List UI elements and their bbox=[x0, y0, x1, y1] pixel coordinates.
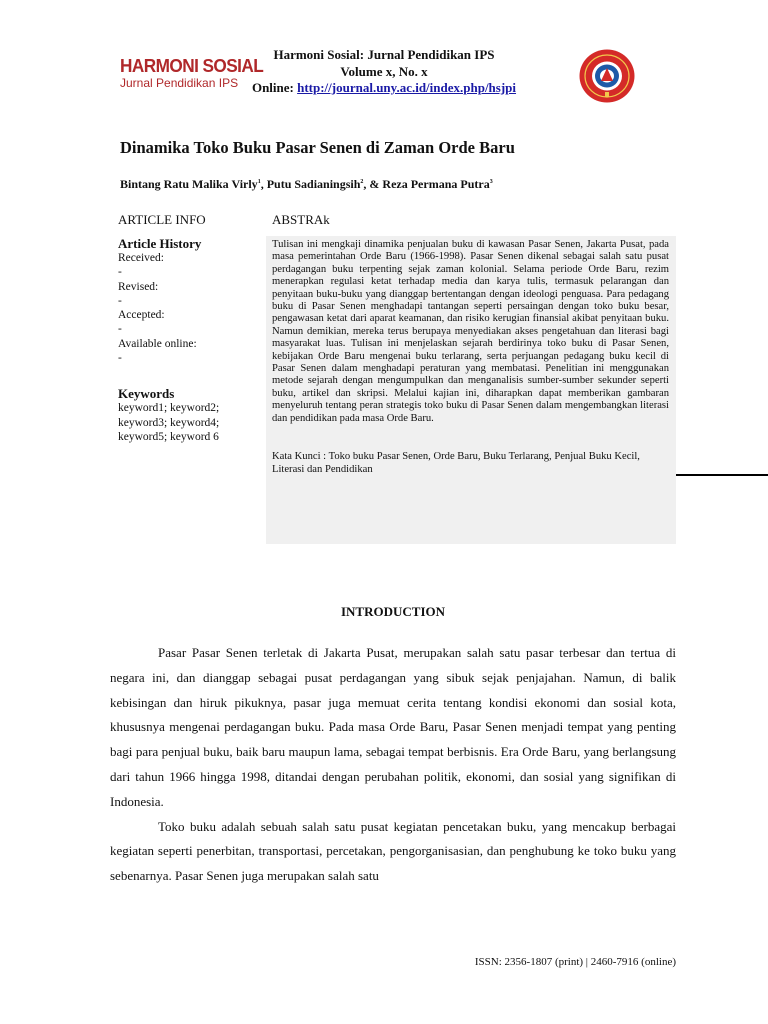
journal-online bbox=[234, 80, 534, 97]
keywords-line: keyword5; keyword 6 bbox=[118, 430, 219, 443]
history-accepted-label: Accepted: bbox=[118, 309, 165, 322]
keywords-block bbox=[118, 386, 260, 444]
history-online-label: Available online: bbox=[118, 337, 197, 350]
issn-footer: ISSN: 2356-1807 (print) | 2460-7916 (online) bbox=[474, 956, 676, 968]
keywords-heading: Keywords bbox=[118, 386, 175, 402]
author-list bbox=[120, 177, 493, 192]
introduction-heading: INTRODUCTION bbox=[340, 604, 445, 619]
author-affiliation-mark: 1 bbox=[257, 179, 261, 185]
university-seal-icon bbox=[578, 48, 636, 104]
journal-url-link[interactable]: http://journal.uny.ac.id/index.php/hsjpi bbox=[297, 80, 517, 95]
article-title: Dinamika Toko Buku Pasar Senen di Zaman Orde Baru bbox=[120, 138, 515, 157]
introduction-body bbox=[110, 641, 676, 889]
horizontal-rule bbox=[676, 474, 768, 476]
keywords-line: keyword1; keyword2; bbox=[118, 402, 220, 415]
author-name: Putu Sadianingsih bbox=[266, 177, 361, 191]
keywords-line: keyword3; keyword4; bbox=[118, 416, 220, 429]
introduction-paragraph: Pasar Pasar Senen terletak di Jakarta Pusat, merupakan salah satu pasar terbesar dan tertua di negara ini, dan dianggap sebagai pusat perdagangan yang sibuk sejak penjajahan. Namun, di balik kebisingan dan hiruk pikuknya, pasar juga memuat cerita tentang kondisi ekonomi dan sosial kota, khususnya mengenai perdagangan buku. Pada masa Orde Baru, Pasar Senen menjadi tempat yang penting bagi para penjual buku, baik baru maupun lama, sebagai tempat berbisnis. Era Orde Baru, yang berlangsung dari tahun 1966 hingga 1998, ditandai dengan perubahan politik, ekonomi, dan sosial yang signifikan di Indonesia. bbox=[110, 645, 676, 809]
history-revised-label: Revised: bbox=[118, 280, 159, 293]
abstract-heading: ABSTRAk bbox=[272, 212, 330, 227]
journal-volume: Volume x, No. x bbox=[340, 63, 428, 79]
author-name: Bintang Ratu Malika Virly bbox=[120, 177, 258, 191]
history-accepted-value: - bbox=[118, 323, 122, 336]
introduction-paragraph: Toko buku adalah sebuah salah satu pusat kegiatan pencetakan buku, yang mencakup berbagai kegiatan seperti penerbitan, transportasi, percetakan, pengorganisasian, dan penghubung ke toko buku yang sebenarnya. Pasar Senen juga merupakan salah satu bbox=[110, 818, 676, 884]
abstract-panel bbox=[266, 236, 676, 544]
abstract-keywords: Kata Kunci : Toko buku Pasar Senen, Orde Baru, Buku Terlarang, Penjual Buku Kecil, Literasi dan Pendidikan bbox=[272, 451, 640, 475]
author-affiliation-mark: 2 bbox=[360, 179, 364, 185]
article-info-heading: ARTICLE INFO bbox=[118, 212, 206, 227]
author-affiliation-mark: 3 bbox=[489, 179, 493, 185]
author-separator: , & bbox=[363, 177, 383, 191]
article-info-panel bbox=[118, 236, 260, 444]
logo-subtitle: Jurnal Pendidikan IPS bbox=[120, 76, 239, 90]
history-online-value: - bbox=[118, 352, 122, 365]
logo-title: HARMONI SOSIAL bbox=[120, 55, 264, 76]
author-separator: , bbox=[260, 177, 267, 191]
history-received-label: Received: bbox=[118, 252, 164, 264]
journal-header bbox=[234, 47, 534, 97]
online-label: Online: bbox=[251, 80, 294, 95]
history-revised-value: - bbox=[118, 294, 122, 307]
history-received-value: - bbox=[118, 266, 122, 279]
journal-logo bbox=[120, 55, 264, 90]
journal-name: Harmoni Sosial: Jurnal Pendidikan IPS bbox=[273, 47, 495, 62]
abstract-body: Tulisan ini mengkaji dinamika penjualan buku di kawasan Pasar Senen, Jakarta Pusat, pada masa pemerintahan Orde Baru (1966-1998). Pasar Senen dikenal sebagai salah satu pusat perdagangan buku terpenting sejak zaman kolonial. Selama periode Orde Baru, rezim menerapkan regulasi ketat terhadap media dan karya tulis, termasuk pelarangan dan penyitaan buku-buku yang dianggap bertentangan dengan ideologi penguasa. Para pedagang buku di Pasar Senen menghadapi tantangan seperti persaingan dengan toko buku besar, pengawasan ketat dari aparat keamanan, dan risiko kerugian finansial akibat penyitaan buku. Namun demikian, mereka terus berupaya menyediakan akses pengetahuan dan literasi bagi masyarakat luas. Tulisan ini menjelaskan sejarah berdirinya toko buku di Pasar Senen, kebijakan Orde Baru mengenai buku terlarang, serta perjuangan pedagang buku kecil di Pasar Senen dalam menghadapi peraturan yang membatasi. Penelitian ini menggunakan metode sejarah dengan mengumpulkan dan menganalisis sumber-sumber sekunder seperti buku, artikel dan skripsi. Melalui kajian ini, diharapkan dapat memberikan gambaran menyeluruh tentang peran strategis toko buku di Pasar Senen dalam mengembangkan literasi dan pendidikan pada masa Orde Baru. bbox=[272, 239, 669, 424]
article-history-heading: Article History bbox=[118, 236, 202, 251]
author-name: Reza Permana Putra bbox=[382, 177, 490, 191]
